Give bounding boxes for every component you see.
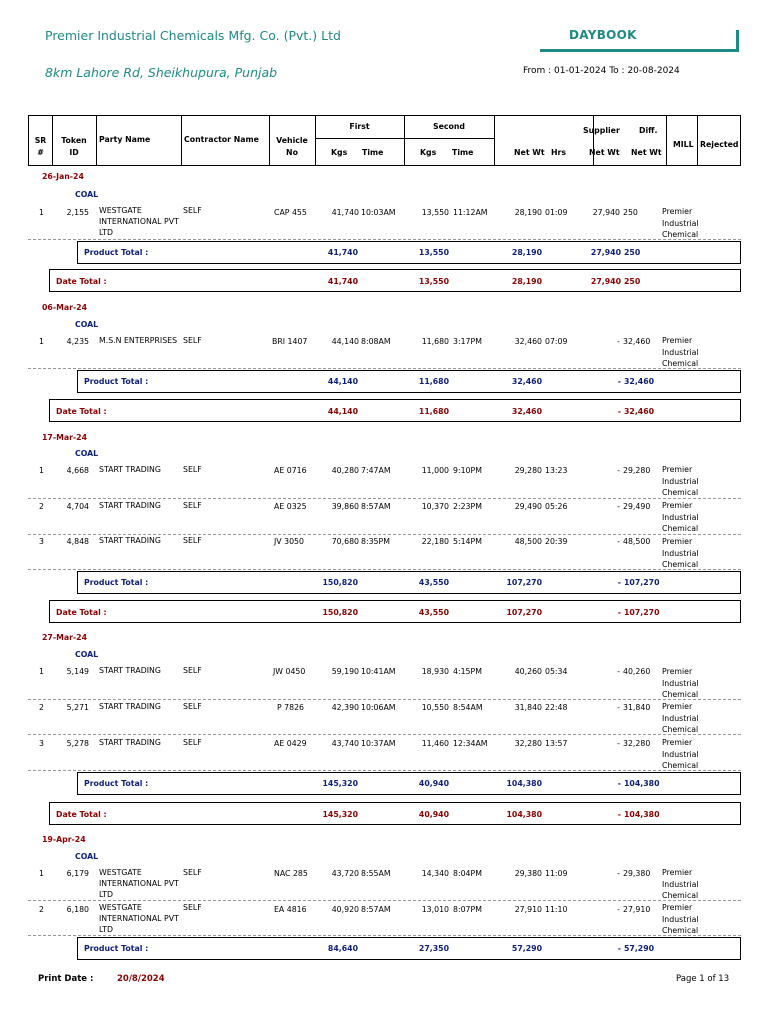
row-net: 31,840 (514, 703, 542, 712)
date-total-net: 28,190 (511, 277, 542, 286)
row-vehicle: JW 0450 (273, 667, 306, 676)
total-net: 104,380 (506, 779, 542, 788)
col-second-time: Time (452, 148, 474, 157)
col-mill: MILL (673, 140, 694, 149)
title-underline (540, 49, 739, 52)
row-party: START TRADING (99, 501, 161, 510)
row-first-kgs: 40,920 (331, 905, 359, 914)
row-supplier: - (617, 703, 620, 712)
col-diff-net: Net Wt (631, 148, 662, 157)
date-total-row (49, 802, 741, 825)
total-second: 43,550 (418, 578, 449, 587)
total-first: 41,740 (327, 248, 358, 257)
row-contractor: SELF (183, 336, 202, 345)
row-divider (28, 900, 741, 901)
col-first-time: Time (362, 148, 384, 157)
date-heading: 06-Mar-24 (42, 303, 88, 312)
row-party: START TRADING (99, 536, 161, 545)
product-heading: COAL (75, 449, 99, 458)
row-sr: 3 (39, 739, 44, 748)
product-total-row (77, 937, 741, 960)
row-first-time: 8:08AM (361, 337, 391, 346)
row-diff: 40,260 (623, 667, 651, 676)
product-total-row (77, 772, 741, 795)
product-total-label: Product Total : (84, 578, 149, 587)
total-diff: 57,290 (624, 944, 655, 953)
row-first-time: 8:55AM (361, 869, 391, 878)
row-party: START TRADING (99, 738, 161, 747)
row-party: M.S.N ENTERPRISES (99, 336, 178, 345)
date-heading: 26-Jan-24 (42, 172, 84, 181)
row-contractor: SELF (183, 206, 202, 215)
row-second-kgs: 10,370 (421, 502, 449, 511)
row-contractor: SELF (183, 903, 202, 912)
total-second: 13,550 (418, 248, 449, 257)
product-total-row (77, 571, 741, 594)
total-supplier: - (617, 779, 621, 788)
date-total-diff: 32,460 (624, 407, 655, 416)
row-first-time: 10:03AM (361, 208, 396, 217)
row-hrs: 11:09 (545, 869, 568, 878)
col-second-kgs: Kgs (420, 148, 437, 157)
row-divider (28, 734, 741, 735)
row-contractor: SELF (183, 465, 202, 474)
row-sr: 1 (39, 337, 44, 346)
row-second-time: 12:34AM (453, 739, 488, 748)
date-total-diff: 104,380 (624, 810, 660, 819)
row-party: START TRADING (99, 702, 161, 711)
col-vehicle: Vehicle No (276, 136, 308, 157)
row-second-time: 8:04PM (453, 869, 482, 878)
row-diff: 250 (623, 208, 638, 217)
row-contractor: SELF (183, 501, 202, 510)
date-total-first: 44,140 (327, 407, 358, 416)
row-token: 5,278 (66, 739, 89, 748)
total-second: 27,350 (418, 944, 449, 953)
total-net: 28,190 (511, 248, 542, 257)
col-token: Token ID (61, 136, 87, 157)
row-second-kgs: 13,010 (421, 905, 449, 914)
col-rejected: Rejected (700, 140, 739, 149)
row-net: 32,280 (514, 739, 542, 748)
product-total-row (77, 241, 741, 264)
row-second-kgs: 10,550 (421, 703, 449, 712)
product-total-label: Product Total : (84, 377, 149, 386)
product-total-label: Product Total : (84, 779, 149, 788)
col-party: Party Name (99, 135, 151, 144)
row-party: WESTGATE INTERNATIONAL PVT LTD (99, 903, 179, 934)
row-mill: Premier Industrial Chemical (662, 501, 699, 533)
row-supplier: 27,940 (592, 208, 620, 217)
row-token: 6,180 (66, 905, 89, 914)
col-first-kgs: Kgs (331, 148, 348, 157)
row-token: 4,668 (66, 466, 89, 475)
title-bracket (736, 30, 739, 52)
row-hrs: 11:10 (545, 905, 568, 914)
row-vehicle: EA 4816 (274, 905, 307, 914)
row-sr: 3 (39, 537, 44, 546)
col-sr: SR # (34, 136, 47, 157)
row-hrs: 20:39 (545, 537, 568, 546)
date-total-diff: 107,270 (624, 608, 660, 617)
date-total-supplier: - (617, 608, 621, 617)
row-sr: 2 (39, 905, 44, 914)
product-heading: COAL (75, 320, 99, 329)
row-second-time: 3:17PM (453, 337, 482, 346)
row-party: START TRADING (99, 465, 161, 474)
row-sr: 1 (39, 466, 44, 475)
row-supplier: - (617, 537, 620, 546)
row-contractor: SELF (183, 702, 202, 711)
row-net: 28,190 (514, 208, 542, 217)
date-range: From : 01-01-2024 To : 20-08-2024 (523, 66, 680, 76)
product-total-label: Product Total : (84, 248, 149, 257)
total-supplier: - (617, 377, 621, 386)
row-vehicle: NAC 285 (274, 869, 308, 878)
row-mill: Premier Industrial Chemical (662, 465, 699, 497)
row-diff: 29,490 (623, 502, 651, 511)
col-diff: Diff. (639, 126, 658, 135)
row-net: 48,500 (514, 537, 542, 546)
row-token: 6,179 (66, 869, 89, 878)
col-supplier: Supplier (583, 126, 620, 135)
row-second-kgs: 22,180 (421, 537, 449, 546)
row-second-time: 2:23PM (453, 502, 482, 511)
row-second-kgs: 14,340 (421, 869, 449, 878)
product-total-label: Product Total : (84, 944, 149, 953)
row-party: WESTGATE INTERNATIONAL PVT LTD (99, 868, 179, 899)
company-name: Premier Industrial Chemicals Mfg. Co. (Pvt.) Ltd (45, 28, 341, 43)
row-hrs: 13:23 (545, 466, 568, 475)
row-supplier: - (617, 502, 620, 511)
row-vehicle: BRI 1407 (272, 337, 308, 346)
total-supplier: 27,940 (590, 248, 621, 257)
row-divider (28, 699, 741, 700)
row-vehicle: AE 0716 (274, 466, 307, 475)
col-net-wt: Net Wt (514, 148, 545, 157)
total-net: 107,270 (506, 578, 542, 587)
row-token: 2,155 (66, 208, 89, 217)
row-sr: 1 (39, 208, 44, 217)
row-second-time: 8:07PM (453, 905, 482, 914)
total-diff: 250 (624, 248, 641, 257)
date-total-diff: 250 (624, 277, 641, 286)
row-mill: Premier Industrial Chemical (662, 903, 699, 935)
col-contractor: Contractor Name (184, 135, 259, 144)
row-mill: Premier Industrial Chemical (662, 537, 699, 569)
row-contractor: SELF (183, 868, 202, 877)
total-supplier: - (617, 944, 621, 953)
row-net: 27,910 (514, 905, 542, 914)
total-second: 11,680 (418, 377, 449, 386)
date-heading: 19-Apr-24 (42, 835, 86, 844)
row-supplier: - (617, 739, 620, 748)
row-first-time: 10:06AM (361, 703, 396, 712)
row-first-kgs: 70,680 (331, 537, 359, 546)
product-heading: COAL (75, 650, 99, 659)
row-party: WESTGATE INTERNATIONAL PVT LTD (99, 206, 179, 237)
row-party: START TRADING (99, 666, 161, 675)
total-net: 57,290 (511, 944, 542, 953)
total-second: 40,940 (418, 779, 449, 788)
row-token: 5,149 (66, 667, 89, 676)
row-second-time: 4:15PM (453, 667, 482, 676)
row-mill: Premier Industrial Chemical (662, 702, 699, 734)
date-total-row (49, 600, 741, 623)
row-token: 4,848 (66, 537, 89, 546)
row-sr: 1 (39, 667, 44, 676)
product-total-row (77, 370, 741, 393)
row-sr: 2 (39, 703, 44, 712)
row-mill: Premier Industrial Chemical (662, 336, 699, 368)
row-hrs: 07:09 (545, 337, 568, 346)
row-hrs: 22:48 (545, 703, 568, 712)
row-first-time: 10:37AM (361, 739, 396, 748)
row-first-kgs: 43,740 (331, 739, 359, 748)
col-hrs: Hrs (551, 148, 567, 157)
row-second-kgs: 11,460 (421, 739, 449, 748)
row-second-time: 8:54AM (453, 703, 483, 712)
total-diff: 32,460 (624, 377, 655, 386)
row-first-kgs: 42,390 (331, 703, 359, 712)
date-total-supplier: 27,940 (590, 277, 621, 286)
row-divider (28, 368, 741, 369)
row-token: 4,235 (66, 337, 89, 346)
row-supplier: - (617, 869, 620, 878)
date-total-row (49, 269, 741, 292)
row-diff: 32,280 (623, 739, 651, 748)
company-address: 8km Lahore Rd, Sheikhupura, Punjab (45, 65, 278, 80)
date-total-label: Date Total : (56, 407, 107, 416)
row-diff: 32,460 (623, 337, 651, 346)
row-second-time: 11:12AM (453, 208, 488, 217)
row-hrs: 01:09 (545, 208, 568, 217)
date-total-first: 150,820 (322, 608, 358, 617)
row-first-kgs: 40,280 (331, 466, 359, 475)
product-heading: COAL (75, 852, 99, 861)
date-total-supplier: - (617, 810, 621, 819)
row-second-kgs: 18,930 (421, 667, 449, 676)
date-total-net: 104,380 (506, 810, 542, 819)
row-mill: Premier Industrial Chemical (662, 207, 699, 239)
row-divider (28, 239, 741, 240)
row-divider (28, 770, 741, 771)
date-total-row (49, 399, 741, 422)
row-mill: Premier Industrial Chemical (662, 738, 699, 770)
product-heading: COAL (75, 190, 99, 199)
row-supplier: - (617, 905, 620, 914)
date-total-net: 32,460 (511, 407, 542, 416)
row-vehicle: JV 3050 (274, 537, 304, 546)
row-divider (28, 935, 741, 936)
row-sr: 1 (39, 869, 44, 878)
col-supplier-net: Net Wt (589, 148, 620, 157)
date-total-label: Date Total : (56, 277, 107, 286)
row-net: 29,280 (514, 466, 542, 475)
row-vehicle: CAP 455 (274, 208, 307, 217)
row-first-time: 8:35PM (361, 537, 390, 546)
date-total-first: 145,320 (322, 810, 358, 819)
row-diff: 29,380 (623, 869, 651, 878)
row-sr: 2 (39, 502, 44, 511)
row-contractor: SELF (183, 666, 202, 675)
row-mill: Premier Industrial Chemical (662, 868, 699, 900)
row-supplier: - (617, 337, 620, 346)
row-first-kgs: 44,140 (331, 337, 359, 346)
row-supplier: - (617, 667, 620, 676)
row-diff: 31,840 (623, 703, 651, 712)
table-header (28, 115, 741, 166)
row-hrs: 05:34 (545, 667, 568, 676)
row-hrs: 05:26 (545, 502, 568, 511)
row-second-kgs: 11,000 (421, 466, 449, 475)
total-first: 44,140 (327, 377, 358, 386)
row-hrs: 13:57 (545, 739, 568, 748)
row-second-kgs: 11,680 (421, 337, 449, 346)
col-second: Second (432, 122, 465, 131)
print-date-label: Print Date : (38, 974, 94, 984)
row-vehicle: P 7826 (277, 703, 305, 712)
row-diff: 48,500 (623, 537, 651, 546)
row-second-kgs: 13,550 (421, 208, 449, 217)
total-diff: 104,380 (624, 779, 660, 788)
row-token: 4,704 (66, 502, 89, 511)
report-title: DAYBOOK (569, 28, 637, 42)
total-net: 32,460 (511, 377, 542, 386)
date-total-label: Date Total : (56, 810, 107, 819)
row-net: 40,260 (514, 667, 542, 676)
row-vehicle: AE 0429 (274, 739, 307, 748)
row-first-kgs: 39,860 (331, 502, 359, 511)
date-total-second: 40,940 (418, 810, 449, 819)
date-total-supplier: - (617, 407, 621, 416)
page-number: Page 1 of 13 (676, 974, 730, 984)
date-total-second: 13,550 (418, 277, 449, 286)
row-first-time: 10:41AM (361, 667, 396, 676)
total-first: 84,640 (327, 944, 358, 953)
row-divider (28, 498, 741, 499)
date-total-label: Date Total : (56, 608, 107, 617)
row-token: 5,271 (66, 703, 89, 712)
row-first-time: 8:57AM (361, 905, 391, 914)
row-second-time: 5:14PM (453, 537, 482, 546)
print-date: 20/8/2024 (117, 974, 165, 984)
row-contractor: SELF (183, 738, 202, 747)
row-mill: Premier Industrial Chemical (662, 667, 699, 699)
date-total-first: 41,740 (327, 277, 358, 286)
row-net: 29,490 (514, 502, 542, 511)
row-first-time: 8:57AM (361, 502, 391, 511)
date-heading: 27-Mar-24 (42, 633, 88, 642)
row-divider (28, 569, 741, 570)
row-net: 32,460 (514, 337, 542, 346)
total-first: 145,320 (322, 779, 358, 788)
row-second-time: 9:10PM (453, 466, 482, 475)
date-total-second: 11,680 (418, 407, 449, 416)
total-diff: 107,270 (624, 578, 660, 587)
row-diff: 27,910 (623, 905, 651, 914)
date-heading: 17-Mar-24 (42, 433, 88, 442)
total-supplier: - (617, 578, 621, 587)
row-net: 29,380 (514, 869, 542, 878)
col-first: First (349, 122, 370, 131)
row-vehicle: AE 0325 (274, 502, 307, 511)
row-first-kgs: 41,740 (331, 208, 359, 217)
row-first-kgs: 59,190 (331, 667, 359, 676)
row-diff: 29,280 (623, 466, 651, 475)
row-supplier: - (617, 466, 620, 475)
row-contractor: SELF (183, 536, 202, 545)
row-first-time: 7:47AM (361, 466, 391, 475)
date-total-net: 107,270 (506, 608, 542, 617)
row-first-kgs: 43,720 (331, 869, 359, 878)
date-total-second: 43,550 (418, 608, 449, 617)
total-first: 150,820 (322, 578, 358, 587)
